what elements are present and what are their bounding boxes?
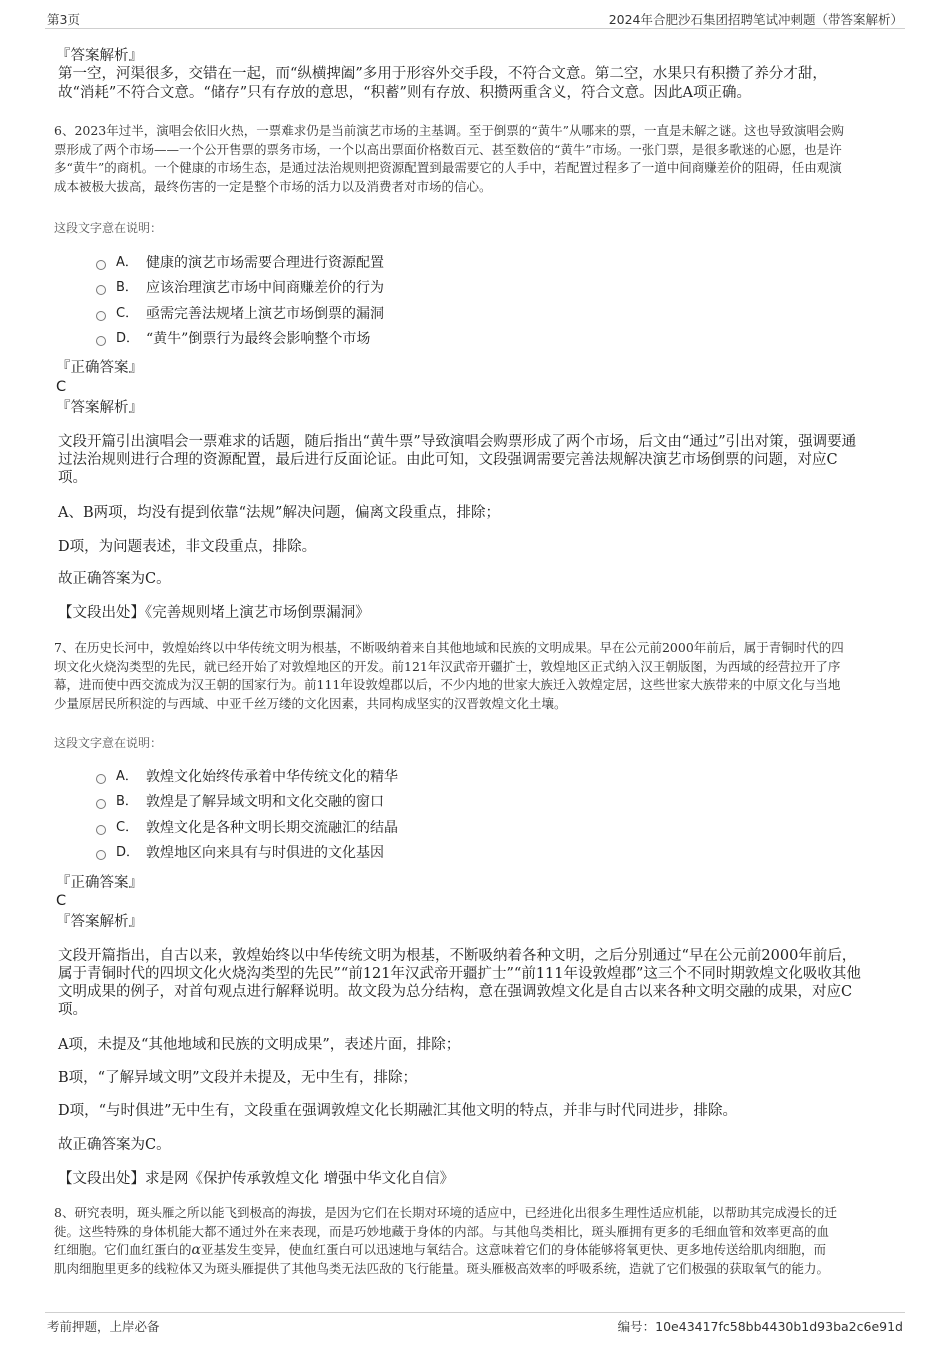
q6-option-c[interactable]: C． 亟需完善法规堵上演艺市场倒票的漏洞 xyxy=(96,301,384,327)
q8-stem-line: 8、研究表明，斑头雁之所以能飞到极高的海拔，是因为它们在长期对环境的适应中，已经进化出很多生理性适应机能，以帮助其完成漫长的迁 xyxy=(54,1205,837,1220)
q7-options xyxy=(96,764,398,866)
radio-icon[interactable] xyxy=(96,850,106,860)
alpha-symbol: α xyxy=(191,1242,201,1259)
q7-stem-line: 幕，进而使中西交流成为汉王朝的国家行为。前111年设敦煌郡以后，不少内地的世家大族迁入敦煌定居，这些世家大族带来的中原文化与当地 xyxy=(54,677,841,693)
radio-icon[interactable] xyxy=(96,799,106,809)
q7-exclude-a: A项，未提及“其他地域和民族的文明成果”，表述片面，排除； xyxy=(58,1037,461,1053)
q7-stem xyxy=(54,639,902,713)
q7-prompt: 这段文字意在说明： xyxy=(54,736,163,750)
page-header xyxy=(45,6,905,29)
q7-analysis-line: 文段开篇指出，自古以来，敦煌始终以中华传统文明为根基，不断吸纳着各种文明，之后分别通过“早在公元前2000年前后， xyxy=(58,948,857,964)
q7-option-b[interactable]: B． 敦煌是了解异域文明和文化交融的窗口 xyxy=(96,790,398,816)
q7-analysis-label: 『答案解析』 xyxy=(56,914,143,930)
prev-analysis-line-1: 第一空，河渠很多，交错在一起，而“纵横捭阖”多用于形容外交手段，不符合文意。第二空，水果只有积攒了养分才甜， xyxy=(58,66,827,82)
footer-document-code: 编号：10e43417fc58bb4430b1d93ba2c6e91d xyxy=(617,1319,903,1334)
q8-stem xyxy=(54,1204,902,1278)
document-title: 2024年合肥沙石集团招聘笔试冲刺题（带答案解析） xyxy=(608,12,903,27)
q6-stem-line: 成本被极大拔高，最终伤害的一定是整个市场的活力以及消费者对市场的信心。 xyxy=(54,178,492,194)
q7-source: 【文段出处】求是网《保护传承敦煌文化 增强中华文化自信》 xyxy=(58,1171,455,1187)
q6-exclude-ab: A、B两项，均没有提到依靠“法规”解决问题，偏离文段重点，排除； xyxy=(58,505,500,521)
q7-option-d[interactable]: D． 敦煌地区向来具有与时俱进的文化基因 xyxy=(96,841,398,867)
prev-analysis-line-2: 故“消耗”不符合文意。“储存”只有存放的意思，“积蓄”则有存放、积攒两重含义，符合文意。因此A项正确。 xyxy=(58,85,751,101)
q7-stem-line: 7、在历史长河中，敦煌始终以中华传统文明为根基，不断吸纳着来自其他地域和民族的文明成果。早在公元前2000年前后，属于青铜时代的四 xyxy=(54,640,844,655)
q7-stem-line: 坝文化火烧沟类型的先民，就已经开始了对敦煌地区的开发。前121年汉武帝开疆扩士，敦煌地区正式纳入汉王朝版图，为西域的经营拉开了序 xyxy=(54,658,841,674)
q7-analysis-line: 文明成果的例子，对首句观点进行解释说明。故文段为总分结构，意在强调敦煌文化是自古以来各种文明交融的成果，对应C xyxy=(58,984,853,1000)
footer-motto: 考前押题，上岸必备 xyxy=(47,1319,160,1334)
q6-correct-answer: C xyxy=(56,379,67,395)
q7-correct-answer: C xyxy=(56,893,67,909)
q6-analysis xyxy=(58,433,904,487)
q7-option-a[interactable]: A． 敦煌文化始终传承着中华传统文化的精华 xyxy=(96,764,398,790)
q7-option-c[interactable]: C． 敦煌文化是各种文明长期交流融汇的结晶 xyxy=(96,815,398,841)
q6-correct-label: 『正确答案』 xyxy=(56,360,143,376)
q8-stem-line: 肌肉细胞里更多的线粒体又为斑头雁提供了其他鸟类无法匹敌的飞行能量。斑头雁极高效率的呼吸系统，造就了它们极强的获取氧气的能力。 xyxy=(54,1260,830,1276)
radio-icon[interactable] xyxy=(96,774,106,784)
q6-exclude-d: D项，为问题表述，非文段重点，排除。 xyxy=(58,539,317,555)
q6-stem xyxy=(54,122,902,196)
q6-stem-line: 多“黄牛”的商机。一个健康的市场生态，是通过法治规则把资源配置到最需要它的人手中，若配置过程多了一道中间商赚差价的阻碍，任由观演 xyxy=(54,160,842,176)
q6-stem-line: 票形成了两个市场——一个公开售票的票务市场，一个以高出票面价格数百元、甚至数倍的“黄牛”市场。一张门票，是很多歌迷的心愿，也是许 xyxy=(54,141,842,157)
radio-icon[interactable] xyxy=(96,336,106,346)
prev-analysis-label: 『答案解析』 xyxy=(56,48,143,64)
q6-stem-line: 6、2023年过半，演唱会依旧火热，一票难求仍是当前演艺市场的主基调。至于倒票的“黄牛”从哪来的票，一直是未解之谜。这也导致演唱会购 xyxy=(54,123,845,138)
radio-icon[interactable] xyxy=(96,285,106,295)
q7-final-answer: 故正确答案为C。 xyxy=(58,1137,171,1153)
q7-correct-label: 『正确答案』 xyxy=(56,875,143,891)
q7-exclude-d: D项，“与时俱进”无中生有，文段重在强调敦煌文化长期融汇其他文明的特点，并非与时代同进步，排除。 xyxy=(58,1103,737,1119)
q6-option-d[interactable]: D． “黄牛”倒票行为最终会影响整个市场 xyxy=(96,327,384,353)
q6-analysis-label: 『答案解析』 xyxy=(56,400,143,416)
q6-source: 【文段出处】《完善规则堵上演艺市场倒票漏洞》 xyxy=(58,605,370,621)
q7-exclude-b: B项，“了解异域文明”文段并未提及，无中生有，排除； xyxy=(58,1070,417,1086)
q6-option-a[interactable]: A． 健康的演艺市场需要合理进行资源配置 xyxy=(96,250,384,276)
q7-stem-line: 少量原居民所积淀的与西域、中亚千丝万缕的文化因素，共同构成坚实的汉晋敦煌文化土壤。 xyxy=(54,695,567,711)
radio-icon[interactable] xyxy=(96,311,106,321)
q7-analysis-line: 属于青铜时代的四坝文化火烧沟类型的先民”“前121年汉武帝开疆扩士”“前111年设敦煌郡”这三个不同时期敦煌文化吸收其他 xyxy=(58,966,861,982)
q6-analysis-line: 文段开篇引出演唱会一票难求的话题，随后指出“黄牛票”导致演唱会购票形成了两个市场，后文由“通过”引出对策，强调要通 xyxy=(58,434,857,450)
q6-final-answer: 故正确答案为C。 xyxy=(58,571,171,587)
q7-analysis-line: 项。 xyxy=(58,1002,87,1018)
radio-icon[interactable] xyxy=(96,260,106,270)
page-footer xyxy=(45,1312,905,1340)
q8-stem-line: 红细胞。它们血红蛋白的α亚基发生变异，使血红蛋白可以迅速地与氧结合。这意味着它们的身体能够将氧更快、更多地传送给肌肉细胞，而 xyxy=(54,1242,826,1259)
q6-analysis-line: 过法治规则进行合理的资源配置，最后进行反面论证。由此可知，文段强调需要完善法规解决演艺市场倒票的问题，对应C xyxy=(58,452,838,468)
q6-analysis-line: 项。 xyxy=(58,470,87,486)
q8-stem-line: 徙。这些特殊的身体机能大都不通过外在来表现，而是巧妙地藏于身体的内部。与其他鸟类相比，斑头雁拥有更多的毛细血管和效率更高的血 xyxy=(54,1223,830,1239)
q6-prompt: 这段文字意在说明： xyxy=(54,221,163,235)
page-number: 第3页 xyxy=(47,12,80,27)
q6-option-b[interactable]: B． 应该治理演艺市场中间商赚差价的行为 xyxy=(96,276,384,302)
q7-analysis xyxy=(58,947,904,1019)
radio-icon[interactable] xyxy=(96,825,106,835)
q6-options xyxy=(96,250,384,352)
